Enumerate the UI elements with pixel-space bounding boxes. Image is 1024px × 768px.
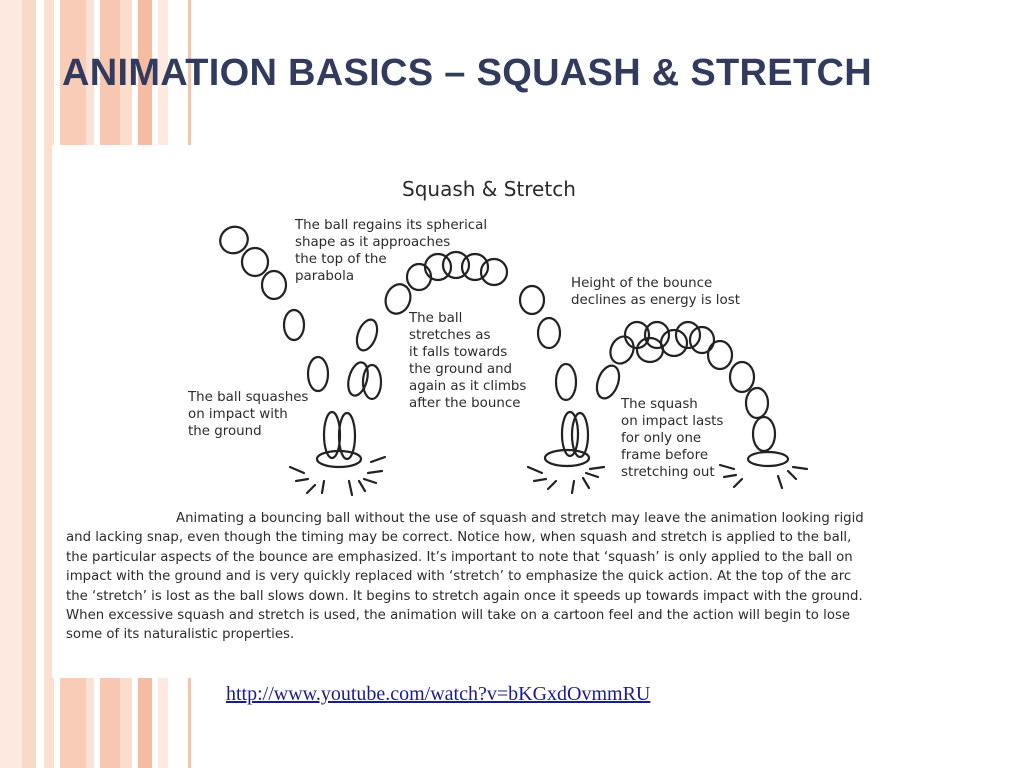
ball (215, 222, 252, 259)
ball (538, 318, 560, 348)
ball (556, 364, 576, 400)
annotation-line: on impact with (188, 407, 288, 422)
ball (730, 362, 754, 392)
youtube-link[interactable]: http://www.youtube.com/watch?v=bKGxdOvmmRU (226, 683, 651, 705)
squash-stretch-figure (52, 145, 942, 678)
ball (606, 333, 638, 368)
ball (545, 450, 589, 466)
ball (242, 248, 268, 276)
ball (753, 417, 775, 451)
ball (345, 360, 371, 398)
ball (262, 271, 286, 299)
stripe (22, 0, 36, 768)
annotation-line: it falls towards (409, 345, 508, 360)
paragraph-line: some of its naturalistic properties. (66, 627, 295, 643)
annotation-squashes (188, 389, 308, 440)
annotation-line: for only one (621, 431, 702, 446)
ball (317, 451, 361, 467)
annotation-line: stretches as (409, 328, 491, 343)
annotation-line: on impact lasts (621, 414, 724, 429)
ball (308, 357, 328, 391)
annotation-line: The ball squashes (188, 390, 309, 405)
annotation-height (571, 275, 740, 309)
ball (708, 341, 732, 369)
paragraph-line: the particular aspects of the bounce are emphasized. It’s important to note that ‘squash’ is only applied to the ball on (66, 549, 853, 565)
annotation-line: shape as it approaches (295, 235, 451, 250)
annotation-line: Height of the bounce (571, 276, 713, 291)
ball (748, 452, 788, 466)
annotation-line: declines as energy is lost (571, 293, 740, 308)
ball (353, 317, 381, 353)
paragraph-line: the ‘stretch’ is lost as the ball slows down. It begins to stretch again once it speeds up towards impact with the ground. (66, 588, 863, 604)
paragraph-line: Animating a bouncing ball without the use of squash and stretch may leave the animation looking rigid (176, 511, 864, 526)
annotation-spherical (295, 217, 487, 285)
annotation-stretches (409, 310, 526, 412)
annotation-line: after the bounce (409, 396, 521, 411)
annotation-line: again as it climbs (409, 379, 527, 394)
description-paragraph (66, 509, 864, 645)
paragraph-line: When excessive squash and stretch is used, the animation will take on a cartoon feel and the action will begin to lose (66, 608, 851, 624)
ball (661, 330, 687, 356)
annotation-line: The ball (409, 311, 463, 326)
ball (593, 363, 623, 402)
annotation-line: parabola (295, 269, 355, 284)
ball (284, 310, 304, 340)
annotation-squash-lasts (621, 396, 723, 481)
annotation-line: frame before (621, 448, 709, 463)
paragraph-line: and lacking snap, even though the timing may be correct. Notice how, when squash and stretch is applied to the ball, (66, 530, 852, 546)
paragraph-line: impact with the ground and is very quickly replaced with ‘stretch’ to emphasize the quick action. At the top of the arc (66, 569, 852, 585)
annotation-line: stretching out (621, 465, 715, 480)
stripe (0, 0, 22, 768)
ball (637, 338, 663, 362)
figure-heading: Squash & Stretch (402, 177, 576, 201)
annotation-line: The squash (621, 397, 698, 412)
slide-title: ANIMATION BASICS – SQUASH & STRETCH (62, 52, 872, 94)
ball (690, 327, 714, 353)
ball (746, 388, 768, 418)
annotation-line: The ball regains its spherical (295, 218, 488, 233)
annotation-line: the top of the (295, 252, 387, 267)
annotation-line: the ground (188, 424, 262, 439)
annotation-line: the ground and (409, 362, 513, 377)
